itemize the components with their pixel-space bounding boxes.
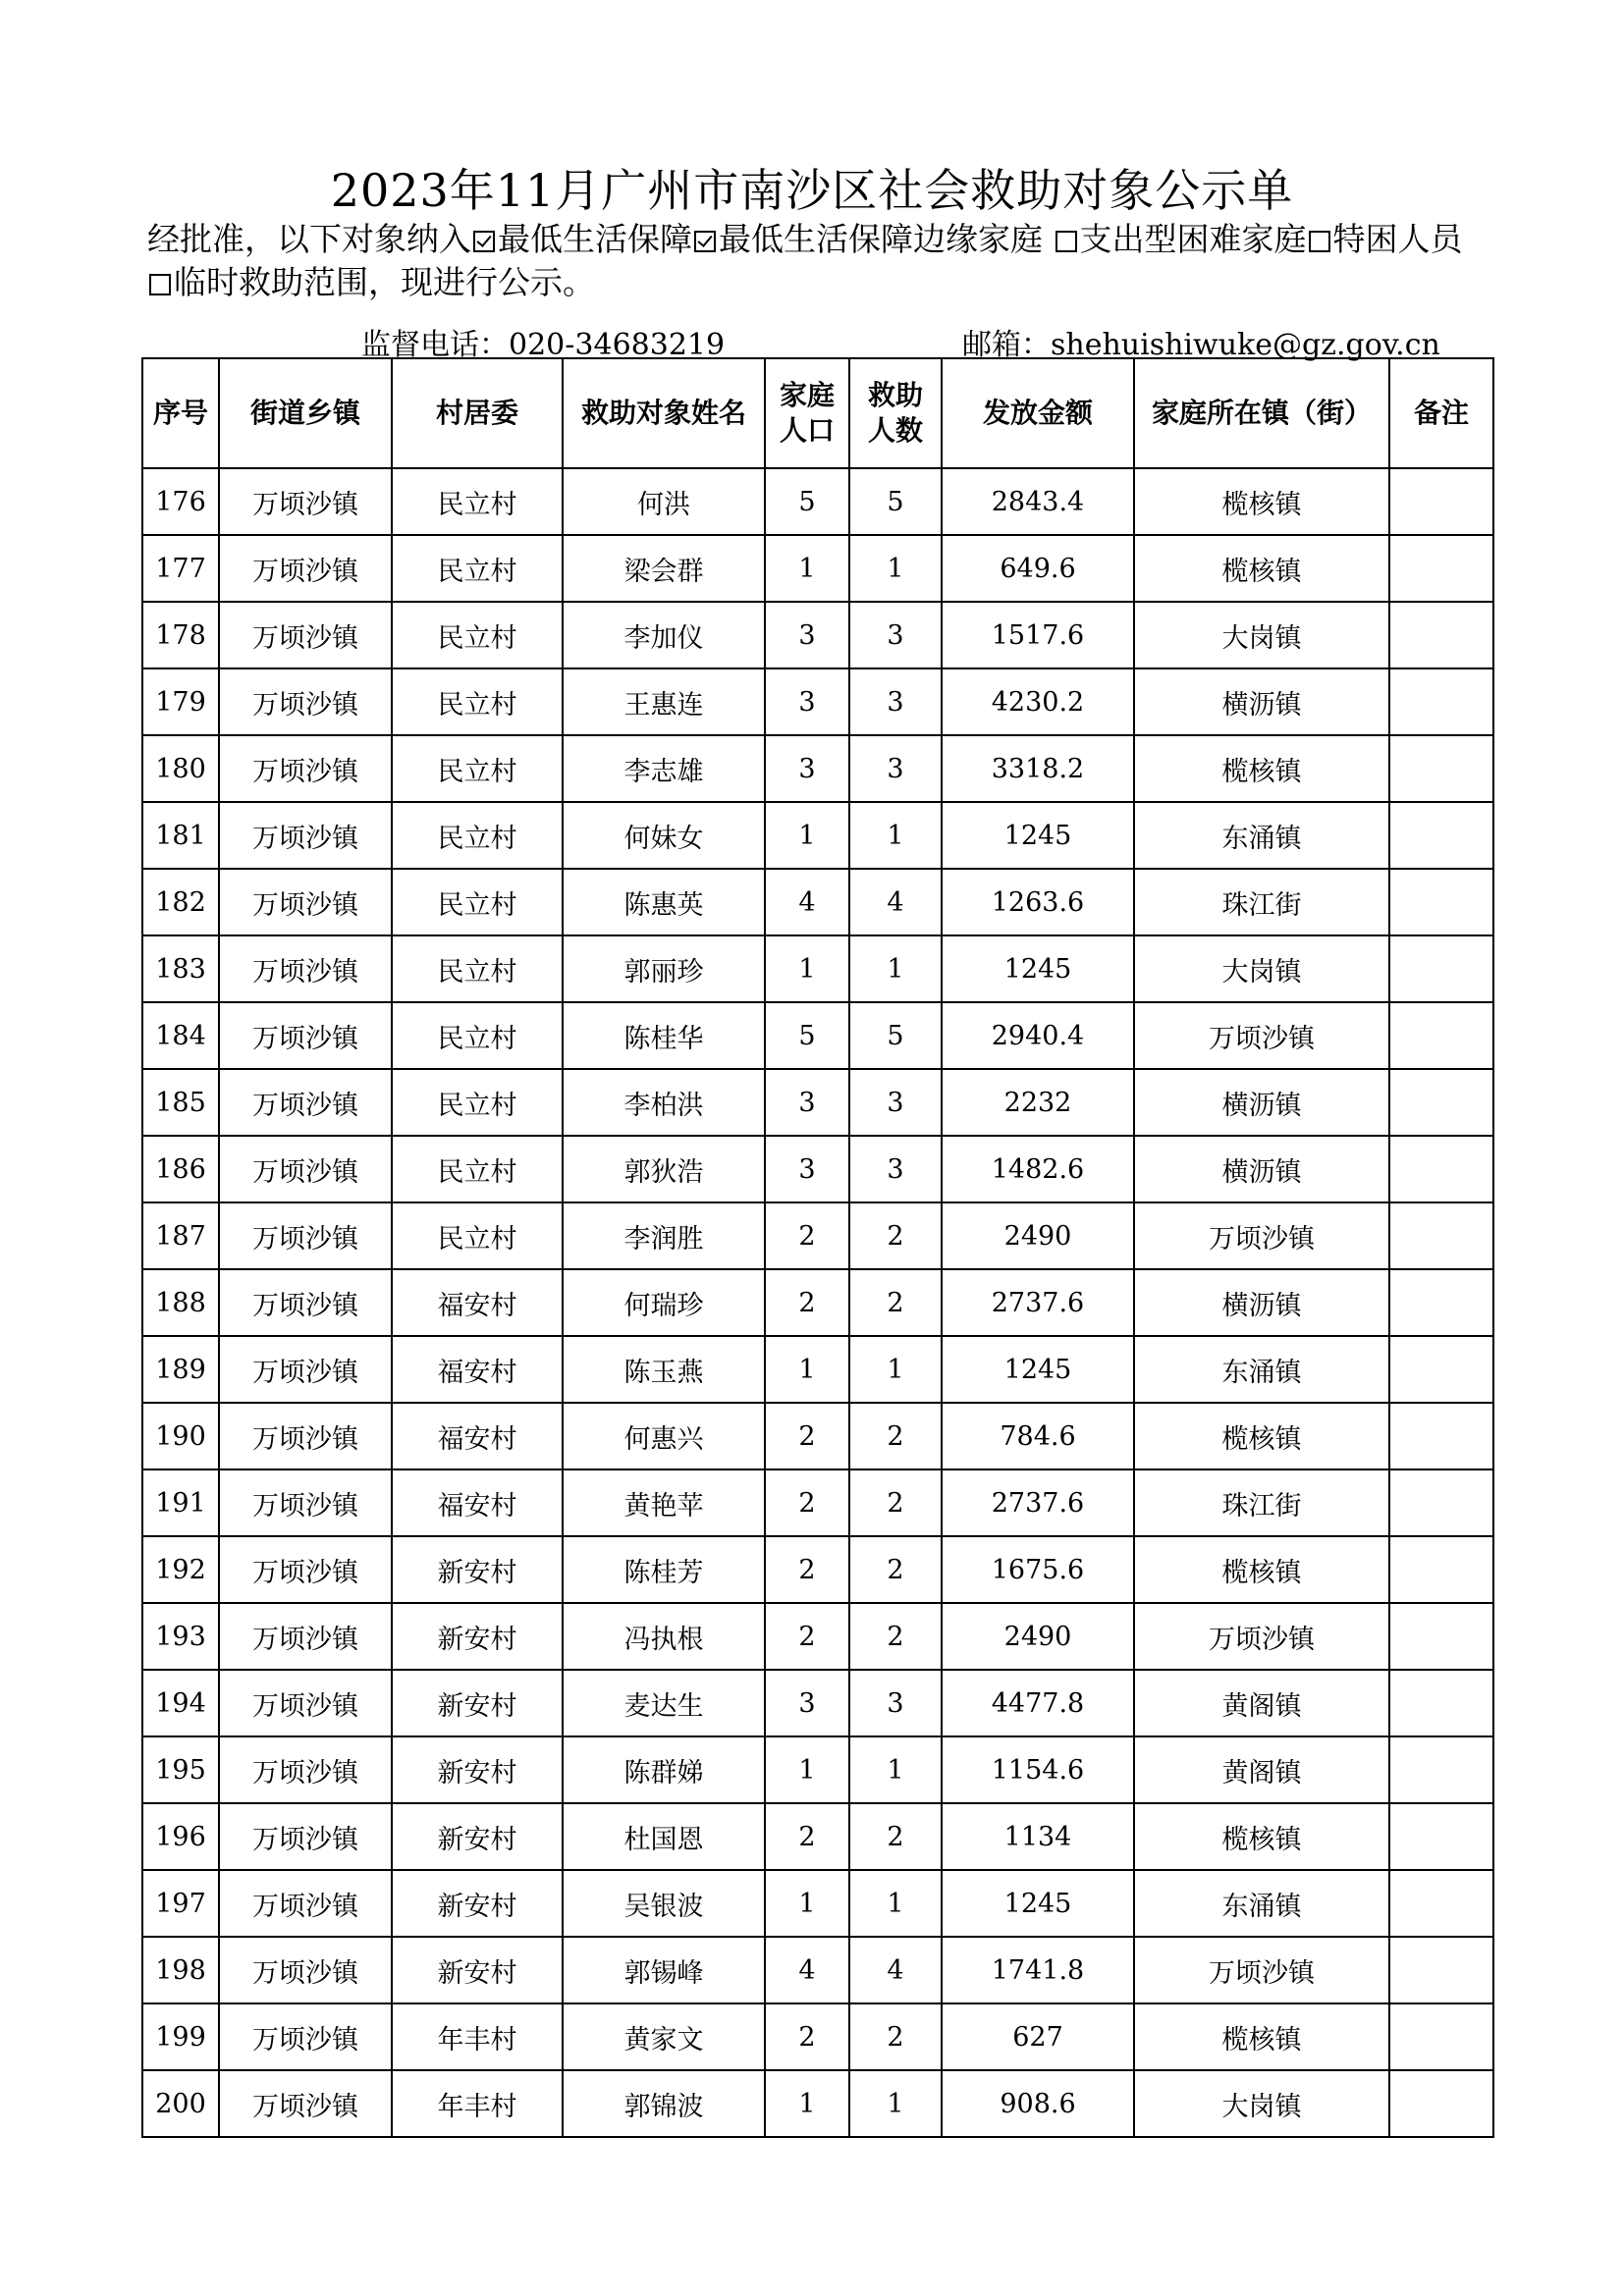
- table-cell: 2: [765, 2003, 849, 2070]
- table-cell: 万顷沙镇: [219, 1603, 392, 1670]
- table-row: [142, 1002, 1493, 1069]
- table-row: [142, 1469, 1493, 1536]
- table-cell: 民立村: [392, 1069, 563, 1136]
- table-cell: 榄核镇: [1134, 2003, 1389, 2070]
- table-cell: 大岗镇: [1134, 602, 1389, 668]
- table-cell: 1: [765, 1870, 849, 1937]
- table-cell: 1: [765, 1336, 849, 1403]
- table-row: [142, 468, 1493, 535]
- table-cell: 新安村: [392, 1536, 563, 1603]
- table-cell: 万顷沙镇: [219, 1269, 392, 1336]
- table-cell: 1245: [942, 1336, 1134, 1403]
- table-cell: 万顷沙镇: [219, 535, 392, 602]
- table-cell: 万顷沙镇: [1134, 1002, 1389, 1069]
- table-cell: 4: [849, 869, 942, 935]
- column-header: 救助人数: [849, 358, 942, 468]
- table-row: [142, 935, 1493, 1002]
- table-cell: 177: [142, 535, 219, 602]
- table-cell: 万顷沙镇: [219, 869, 392, 935]
- table-cell: 李加仪: [563, 602, 765, 668]
- table-cell: [1389, 668, 1493, 735]
- table-cell: 1: [765, 2070, 849, 2137]
- table-cell: [1389, 1002, 1493, 1069]
- table-cell: 民立村: [392, 802, 563, 869]
- table-row: [142, 1269, 1493, 1336]
- table-cell: 3: [849, 1069, 942, 1136]
- table-row: [142, 535, 1493, 602]
- table-cell: [1389, 1670, 1493, 1736]
- table-cell: 陈惠英: [563, 869, 765, 935]
- table-row: [142, 802, 1493, 869]
- table-cell: 万顷沙镇: [219, 1937, 392, 2003]
- table-cell: 185: [142, 1069, 219, 1136]
- table-cell: 万顷沙镇: [219, 1870, 392, 1937]
- table-cell: 民立村: [392, 1202, 563, 1269]
- table-cell: 福安村: [392, 1469, 563, 1536]
- table-row: [142, 735, 1493, 802]
- checkbox-temporary-relief: [149, 274, 171, 295]
- table-cell: 182: [142, 869, 219, 935]
- table-cell: 民立村: [392, 735, 563, 802]
- table-cell: [1389, 2003, 1493, 2070]
- table-cell: [1389, 1403, 1493, 1469]
- table-cell: 1: [765, 935, 849, 1002]
- table-cell: 2: [849, 1202, 942, 1269]
- table-cell: 黄艳苹: [563, 1469, 765, 1536]
- table-cell: 1134: [942, 1803, 1134, 1870]
- table-cell: 649.6: [942, 535, 1134, 602]
- table-cell: 李志雄: [563, 735, 765, 802]
- table-cell: 新安村: [392, 1870, 563, 1937]
- table-cell: 2232: [942, 1069, 1134, 1136]
- table-cell: 2: [765, 1469, 849, 1536]
- checkbox-extreme-poverty: [1309, 231, 1330, 252]
- relief-table: [141, 357, 1494, 2138]
- supervision-phone: 监督电话：020-34683219: [361, 328, 726, 362]
- checkbox-expenditure-hardship: [1056, 231, 1077, 252]
- table-cell: [1389, 735, 1493, 802]
- table-cell: [1389, 1269, 1493, 1336]
- table-row: [142, 1937, 1493, 2003]
- table-cell: 何妹女: [563, 802, 765, 869]
- table-cell: 1263.6: [942, 869, 1134, 935]
- table-cell: 万顷沙镇: [219, 1536, 392, 1603]
- table-cell: 2: [765, 1269, 849, 1336]
- table-row: [142, 1803, 1493, 1870]
- table-cell: 3: [849, 1670, 942, 1736]
- intro-prefix: 经批准，以下对象纳入: [147, 220, 471, 258]
- table-cell: 908.6: [942, 2070, 1134, 2137]
- table-row: [142, 668, 1493, 735]
- table-cell: [1389, 2070, 1493, 2137]
- table-cell: 176: [142, 468, 219, 535]
- table-cell: 万顷沙镇: [219, 2003, 392, 2070]
- table-row: [142, 602, 1493, 668]
- table-cell: 万顷沙镇: [219, 1336, 392, 1403]
- table-cell: 1: [849, 935, 942, 1002]
- table-cell: 178: [142, 602, 219, 668]
- table-cell: 横沥镇: [1134, 668, 1389, 735]
- table-cell: 1: [849, 802, 942, 869]
- table-cell: 2843.4: [942, 468, 1134, 535]
- table-cell: 1245: [942, 802, 1134, 869]
- table-cell: 民立村: [392, 869, 563, 935]
- table-cell: 民立村: [392, 1136, 563, 1202]
- table-cell: 1: [849, 2070, 942, 2137]
- table-row: [142, 2070, 1493, 2137]
- table-cell: 198: [142, 1937, 219, 2003]
- table-cell: 3: [765, 668, 849, 735]
- contact-email: 邮箱：shehuishiwuke@gz.gov.cn: [962, 328, 1440, 362]
- table-cell: 万顷沙镇: [1134, 1202, 1389, 1269]
- table-cell: 陈桂华: [563, 1002, 765, 1069]
- table-cell: 新安村: [392, 1603, 563, 1670]
- table-cell: 179: [142, 668, 219, 735]
- table-cell: 东涌镇: [1134, 1870, 1389, 1937]
- table-cell: 2: [849, 1603, 942, 1670]
- table-cell: 784.6: [942, 1403, 1134, 1469]
- table-cell: 万顷沙镇: [219, 468, 392, 535]
- table-cell: 何惠兴: [563, 1403, 765, 1469]
- column-header: 发放金额: [942, 358, 1134, 468]
- table-cell: 4477.8: [942, 1670, 1134, 1736]
- table-cell: 627: [942, 2003, 1134, 2070]
- table-row: [142, 1136, 1493, 1202]
- table-cell: 187: [142, 1202, 219, 1269]
- table-cell: [1389, 468, 1493, 535]
- option-label: 临时救助范围，现进行公示。: [174, 263, 595, 301]
- table-cell: 1: [849, 1336, 942, 1403]
- table-cell: 福安村: [392, 1403, 563, 1469]
- table-cell: [1389, 1336, 1493, 1403]
- table-cell: 榄核镇: [1134, 1803, 1389, 1870]
- table-cell: 年丰村: [392, 2003, 563, 2070]
- table-cell: [1389, 1069, 1493, 1136]
- table-cell: 民立村: [392, 668, 563, 735]
- table-cell: 榄核镇: [1134, 535, 1389, 602]
- table-cell: 3: [849, 668, 942, 735]
- option-label: 最低生活保障: [498, 220, 692, 258]
- table-cell: 2: [765, 1403, 849, 1469]
- table-cell: 郭丽珍: [563, 935, 765, 1002]
- table-row: [142, 2003, 1493, 2070]
- table-cell: [1389, 1136, 1493, 1202]
- table-cell: 梁会群: [563, 535, 765, 602]
- table-cell: 冯执根: [563, 1603, 765, 1670]
- table-cell: 黄阁镇: [1134, 1670, 1389, 1736]
- table-cell: 珠江街: [1134, 1469, 1389, 1536]
- column-header: 家庭人口: [765, 358, 849, 468]
- table-cell: 1517.6: [942, 602, 1134, 668]
- table-cell: 民立村: [392, 1002, 563, 1069]
- table-cell: 民立村: [392, 602, 563, 668]
- table-cell: 1: [849, 535, 942, 602]
- table-cell: 万顷沙镇: [219, 1403, 392, 1469]
- table-cell: 大岗镇: [1134, 935, 1389, 1002]
- table-cell: 1: [765, 1736, 849, 1803]
- table-cell: 1: [765, 802, 849, 869]
- table-cell: 何瑞珍: [563, 1269, 765, 1336]
- table-cell: 万顷沙镇: [219, 1069, 392, 1136]
- table-cell: 万顷沙镇: [219, 1469, 392, 1536]
- table-cell: [1389, 1870, 1493, 1937]
- table-cell: 何洪: [563, 468, 765, 535]
- table-row: [142, 869, 1493, 935]
- table-cell: 4: [765, 1937, 849, 2003]
- table-cell: 184: [142, 1002, 219, 1069]
- table-cell: 福安村: [392, 1269, 563, 1336]
- table-cell: 2737.6: [942, 1269, 1134, 1336]
- table-cell: 新安村: [392, 1736, 563, 1803]
- table-cell: 万顷沙镇: [219, 802, 392, 869]
- table-row: [142, 1202, 1493, 1269]
- table-cell: 黄阁镇: [1134, 1736, 1389, 1803]
- table-cell: 1: [849, 1870, 942, 1937]
- table-cell: 陈群娣: [563, 1736, 765, 1803]
- table-cell: [1389, 1469, 1493, 1536]
- table-cell: 196: [142, 1803, 219, 1870]
- table-cell: 王惠连: [563, 668, 765, 735]
- table-cell: 2737.6: [942, 1469, 1134, 1536]
- table-cell: 2: [849, 2003, 942, 2070]
- table-row: [142, 1670, 1493, 1736]
- table-row: [142, 1069, 1493, 1136]
- table-cell: 万顷沙镇: [219, 935, 392, 1002]
- option-label: 最低生活保障边缘家庭: [719, 220, 1043, 258]
- table-cell: 郭锡峰: [563, 1937, 765, 2003]
- table-cell: 榄核镇: [1134, 1403, 1389, 1469]
- table-row: [142, 1603, 1493, 1670]
- table-cell: 万顷沙镇: [219, 735, 392, 802]
- table-cell: 1245: [942, 935, 1134, 1002]
- column-header: 备注: [1389, 358, 1493, 468]
- table-cell: [1389, 1803, 1493, 1870]
- table-cell: 5: [765, 468, 849, 535]
- table-cell: 李润胜: [563, 1202, 765, 1269]
- table-row: [142, 1403, 1493, 1469]
- table-cell: 186: [142, 1136, 219, 1202]
- table-cell: 横沥镇: [1134, 1069, 1389, 1136]
- table-cell: 3: [765, 1670, 849, 1736]
- table-row: [142, 1336, 1493, 1403]
- table-cell: 万顷沙镇: [219, 1002, 392, 1069]
- table-cell: 3: [849, 1136, 942, 1202]
- table-cell: 4230.2: [942, 668, 1134, 735]
- table-cell: 1154.6: [942, 1736, 1134, 1803]
- table-cell: 东涌镇: [1134, 802, 1389, 869]
- column-header: 救助对象姓名: [563, 358, 765, 468]
- table-cell: 5: [765, 1002, 849, 1069]
- table-cell: 3: [849, 735, 942, 802]
- table-cell: 2: [849, 1803, 942, 1870]
- table-cell: 2: [849, 1469, 942, 1536]
- table-cell: 万顷沙镇: [219, 2070, 392, 2137]
- table-cell: 191: [142, 1469, 219, 1536]
- table-cell: 192: [142, 1536, 219, 1603]
- table-cell: 陈桂芳: [563, 1536, 765, 1603]
- table-cell: 万顷沙镇: [219, 1736, 392, 1803]
- table-cell: 麦达生: [563, 1670, 765, 1736]
- table-cell: 1245: [942, 1870, 1134, 1937]
- table-cell: 新安村: [392, 1937, 563, 2003]
- option-label: 支出型困难家庭: [1079, 220, 1307, 258]
- table-cell: 新安村: [392, 1670, 563, 1736]
- table-row: [142, 1870, 1493, 1937]
- table-cell: 1: [765, 535, 849, 602]
- table-cell: 民立村: [392, 535, 563, 602]
- table-cell: 183: [142, 935, 219, 1002]
- table-cell: 193: [142, 1603, 219, 1670]
- table-cell: 2: [765, 1536, 849, 1603]
- table-row: [142, 1536, 1493, 1603]
- table-cell: 万顷沙镇: [219, 1670, 392, 1736]
- table-cell: [1389, 535, 1493, 602]
- table-cell: 万顷沙镇: [219, 1202, 392, 1269]
- column-header: 家庭所在镇（街）: [1134, 358, 1389, 468]
- table-cell: [1389, 1202, 1493, 1269]
- table-cell: 郭锦波: [563, 2070, 765, 2137]
- table-cell: 榄核镇: [1134, 1536, 1389, 1603]
- table-cell: [1389, 935, 1493, 1002]
- table-cell: 李柏洪: [563, 1069, 765, 1136]
- table-cell: 195: [142, 1736, 219, 1803]
- table-cell: 大岗镇: [1134, 2070, 1389, 2137]
- table-cell: 189: [142, 1336, 219, 1403]
- checkbox-marginal-family: [694, 231, 716, 252]
- table-cell: 3: [765, 602, 849, 668]
- table-cell: 2: [765, 1803, 849, 1870]
- table-cell: 194: [142, 1670, 219, 1736]
- table-cell: 万顷沙镇: [219, 668, 392, 735]
- table-cell: 190: [142, 1403, 219, 1469]
- table-cell: 福安村: [392, 1336, 563, 1403]
- table-cell: 新安村: [392, 1803, 563, 1870]
- checkbox-minimum-living: [473, 231, 495, 252]
- column-header: 村居委: [392, 358, 563, 468]
- page-title: 2023年11月广州市南沙区社会救助对象公示单: [330, 164, 1294, 217]
- table-cell: 1: [849, 1736, 942, 1803]
- table-cell: 万顷沙镇: [219, 1803, 392, 1870]
- table-cell: 民立村: [392, 468, 563, 535]
- table-cell: 3: [765, 735, 849, 802]
- table-cell: 1741.8: [942, 1937, 1134, 2003]
- table-cell: 188: [142, 1269, 219, 1336]
- table-cell: [1389, 802, 1493, 869]
- table-cell: 万顷沙镇: [219, 602, 392, 668]
- table-cell: [1389, 1603, 1493, 1670]
- table-cell: 杜国恩: [563, 1803, 765, 1870]
- table-cell: 榄核镇: [1134, 735, 1389, 802]
- table-cell: 1482.6: [942, 1136, 1134, 1202]
- table-cell: 2: [849, 1269, 942, 1336]
- table-cell: 榄核镇: [1134, 468, 1389, 535]
- table-cell: 3: [765, 1069, 849, 1136]
- table-cell: 181: [142, 802, 219, 869]
- table-cell: 3: [849, 602, 942, 668]
- table-cell: 2: [849, 1403, 942, 1469]
- column-header: 街道乡镇: [219, 358, 392, 468]
- table-cell: 4: [849, 1937, 942, 2003]
- column-header: 序号: [142, 358, 219, 468]
- table-cell: 2: [849, 1536, 942, 1603]
- intro-paragraph: [147, 218, 1522, 304]
- table-cell: 200: [142, 2070, 219, 2137]
- table-cell: 郭狄浩: [563, 1136, 765, 1202]
- table-cell: 5: [849, 1002, 942, 1069]
- table-cell: 2490: [942, 1202, 1134, 1269]
- table-cell: 2490: [942, 1603, 1134, 1670]
- table-cell: 2: [765, 1603, 849, 1670]
- table-cell: 180: [142, 735, 219, 802]
- table-cell: 万顷沙镇: [219, 1136, 392, 1202]
- table-cell: 199: [142, 2003, 219, 2070]
- table-cell: [1389, 869, 1493, 935]
- table-cell: 横沥镇: [1134, 1136, 1389, 1202]
- option-label: 特困人员: [1332, 220, 1463, 258]
- table-cell: 1675.6: [942, 1536, 1134, 1603]
- table-header-row: [142, 358, 1493, 468]
- table-cell: 万顷沙镇: [1134, 1603, 1389, 1670]
- table-cell: 4: [765, 869, 849, 935]
- table-cell: 民立村: [392, 935, 563, 1002]
- table-cell: 年丰村: [392, 2070, 563, 2137]
- table-cell: 黄家文: [563, 2003, 765, 2070]
- table-cell: [1389, 1736, 1493, 1803]
- table-cell: 东涌镇: [1134, 1336, 1389, 1403]
- table-cell: 万顷沙镇: [1134, 1937, 1389, 2003]
- table-cell: 陈玉燕: [563, 1336, 765, 1403]
- table-cell: 2: [765, 1202, 849, 1269]
- table-cell: 横沥镇: [1134, 1269, 1389, 1336]
- table-row: [142, 1736, 1493, 1803]
- table-cell: 3: [765, 1136, 849, 1202]
- table-cell: [1389, 1937, 1493, 2003]
- table-cell: 珠江街: [1134, 869, 1389, 935]
- table-cell: [1389, 602, 1493, 668]
- table-cell: 197: [142, 1870, 219, 1937]
- table-cell: 2940.4: [942, 1002, 1134, 1069]
- table-cell: [1389, 1536, 1493, 1603]
- table-cell: 5: [849, 468, 942, 535]
- table-cell: 吴银波: [563, 1870, 765, 1937]
- table-cell: 3318.2: [942, 735, 1134, 802]
